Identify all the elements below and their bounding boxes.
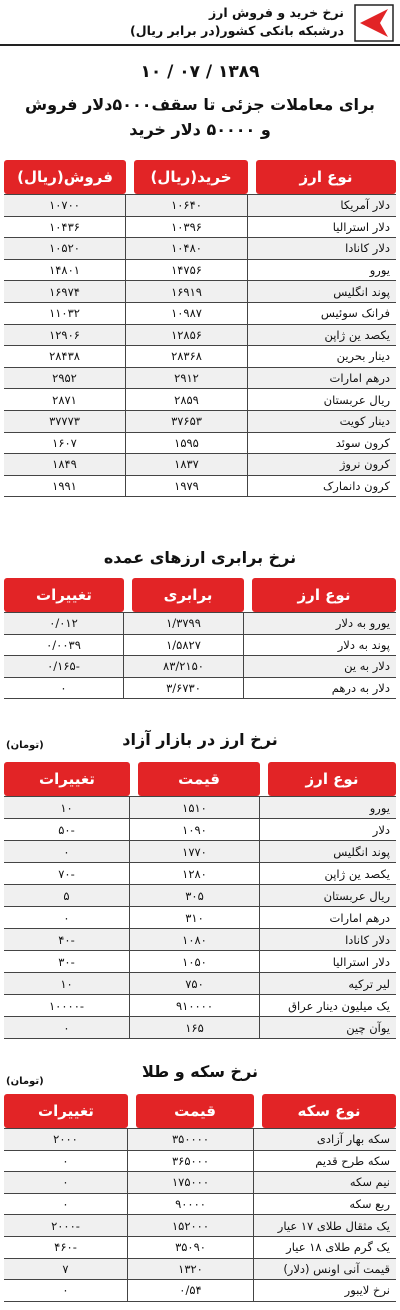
cell-value: ۰/۵۴ bbox=[128, 1280, 254, 1301]
cell-value-2: ۱۱۰۳۲ bbox=[4, 303, 126, 324]
cell-name: دینار بحرین bbox=[336, 349, 390, 364]
table-row bbox=[4, 1151, 396, 1173]
header-cell-currency: نوع ارز bbox=[252, 578, 396, 612]
cell-name: کرون سوئد bbox=[335, 435, 390, 450]
cell-value: ۱۷۵۰۰۰ bbox=[128, 1172, 254, 1193]
header-cell-coin: نوع سکه bbox=[262, 1094, 396, 1128]
cell-name: دلار bbox=[372, 822, 390, 837]
cell-value-2: ۰ bbox=[4, 1017, 130, 1038]
table-row bbox=[4, 1259, 396, 1281]
cell-value: ۱۰۴۸۰ bbox=[126, 238, 248, 259]
cell-value: ۹۰۰۰۰ bbox=[128, 1194, 254, 1215]
cell-name: نرخ لایبور bbox=[344, 1283, 390, 1298]
table-header bbox=[4, 160, 396, 194]
header-title-line1: نرخ خرید و فروش ارز bbox=[208, 5, 344, 20]
table-row bbox=[4, 907, 396, 929]
cell-value: ۲۹۱۲ bbox=[126, 368, 248, 389]
cell-value-2: -۴۰ bbox=[4, 929, 130, 950]
cell-value-2: ۱۹۹۱ bbox=[4, 476, 126, 497]
cell-value: ۱۰۳۹۶ bbox=[126, 217, 248, 238]
table-row bbox=[4, 1280, 396, 1302]
cell-value: ۳/۶۷۳۰ bbox=[124, 678, 244, 699]
cell-value-2: ۲۸۷۱ bbox=[4, 389, 126, 410]
parity-title: نرخ برابری ارزهای عمده bbox=[103, 548, 297, 567]
cell-name: یکصد ین ژاپن bbox=[324, 327, 390, 342]
table-row bbox=[4, 995, 396, 1017]
header-cell-change: تغییرات bbox=[4, 762, 130, 796]
table-row bbox=[4, 195, 396, 217]
coin-gold-unit: (تومان) bbox=[6, 1076, 44, 1087]
table-row bbox=[4, 238, 396, 260]
table-header bbox=[4, 578, 396, 612]
cell-value: ۸۳/۲۱۵۰ bbox=[124, 656, 244, 677]
table-row bbox=[4, 1129, 396, 1151]
cell-name: فرانک سوئیس bbox=[320, 306, 390, 321]
cell-name: دلار استرالیا bbox=[332, 219, 390, 234]
cell-value-2: ۱۰۴۳۶ bbox=[4, 217, 126, 238]
cell-name: ربع سکه bbox=[349, 1197, 390, 1212]
cell-value: ۱۸۳۷ bbox=[126, 454, 248, 475]
cell-value-2: ۲۰۰۰ bbox=[4, 1129, 128, 1150]
table-row bbox=[4, 973, 396, 995]
cell-value-2: ۱۰ bbox=[4, 973, 130, 994]
header-cell-change: تغییرات bbox=[4, 578, 124, 612]
cell-value: ۱۵۲۰۰۰ bbox=[128, 1215, 254, 1236]
cell-value-2: ۰ bbox=[4, 1172, 128, 1193]
cell-name: لیر ترکیه bbox=[348, 976, 390, 991]
cell-name: دینار کویت bbox=[339, 414, 390, 429]
table-row bbox=[4, 1017, 396, 1039]
headline bbox=[10, 92, 390, 142]
cell-value: ۱۹۷۹ bbox=[126, 476, 248, 497]
cell-name: یورو bbox=[369, 800, 390, 815]
cell-name: ریال عربستان bbox=[323, 392, 390, 407]
cell-value-2: ۰ bbox=[4, 841, 130, 862]
cell-value-2: ۲۸۴۳۸ bbox=[4, 346, 126, 367]
cell-name: کرون نروژ bbox=[339, 457, 390, 472]
cell-name: درهم امارات bbox=[329, 371, 390, 386]
cell-value: ۱۳۲۰ bbox=[128, 1259, 254, 1280]
table-row bbox=[4, 368, 396, 390]
header-cell-currency: نوع ارز bbox=[256, 160, 396, 194]
table-header bbox=[4, 762, 396, 796]
cell-name: یورو به دلار bbox=[335, 616, 390, 631]
cell-value-2: -۳۰ bbox=[4, 951, 130, 972]
cell-value-2: ۷ bbox=[4, 1259, 128, 1280]
cell-value: ۱۴۷۵۶ bbox=[126, 260, 248, 281]
parity-table bbox=[4, 578, 396, 699]
table-row bbox=[4, 635, 396, 657]
cell-value-2: ۱۸۴۹ bbox=[4, 454, 126, 475]
cell-value-2: ۰ bbox=[4, 678, 124, 699]
table-body bbox=[4, 796, 396, 1039]
cell-name: سکه طرح قدیم bbox=[315, 1153, 390, 1168]
cell-value-2: -۷۰ bbox=[4, 863, 130, 884]
table-row bbox=[4, 951, 396, 973]
cell-value-2: ۱۲۹۰۶ bbox=[4, 325, 126, 346]
cell-name: درهم امارات bbox=[329, 910, 390, 925]
cell-name: یک مثقال طلای ۱۷ عیار bbox=[277, 1218, 390, 1233]
table-row bbox=[4, 346, 396, 368]
cell-value: ۱۲۸۰ bbox=[130, 863, 260, 884]
free-market-table bbox=[4, 762, 396, 1039]
table-row bbox=[4, 819, 396, 841]
cell-value: ۳۱۰ bbox=[130, 907, 260, 928]
cell-value-2: ۲۹۵۲ bbox=[4, 368, 126, 389]
cell-value-2: ۱۰ bbox=[4, 797, 130, 818]
cell-value-2: -۴۶۰ bbox=[4, 1237, 128, 1258]
table-row bbox=[4, 929, 396, 951]
table-row bbox=[4, 1172, 396, 1194]
cell-value: ۱/۳۷۹۹ bbox=[124, 613, 244, 634]
header-cell-price: قیمت bbox=[138, 762, 260, 796]
table-row bbox=[4, 1194, 396, 1216]
cell-name: یک گرم طلای ۱۸ عیار bbox=[286, 1240, 390, 1255]
cell-value: ۱۵۱۰ bbox=[130, 797, 260, 818]
table-row bbox=[4, 411, 396, 433]
table-row bbox=[4, 217, 396, 239]
table-header bbox=[4, 1094, 396, 1128]
coin-gold-title: نرخ سکه و طلا bbox=[141, 1062, 259, 1081]
cell-value-2: ۰/۰۱۲ bbox=[4, 613, 124, 634]
table-row bbox=[4, 613, 396, 635]
table-row bbox=[4, 281, 396, 303]
table-row bbox=[4, 885, 396, 907]
cell-name: یک میلیون دینار عراق bbox=[288, 998, 390, 1013]
cell-value-2: -۵۰ bbox=[4, 819, 130, 840]
header-bar bbox=[0, 0, 400, 46]
cell-name: کرون دانمارک bbox=[323, 479, 390, 494]
cell-name: پوند به دلار bbox=[337, 637, 390, 652]
free-market-title: نرخ ارز در بازار آزاد bbox=[122, 730, 278, 749]
cell-value-2: ۰ bbox=[4, 1194, 128, 1215]
cell-name: دلار به درهم bbox=[331, 680, 390, 695]
cell-value: ۱۰۶۴۰ bbox=[126, 195, 248, 216]
table-row bbox=[4, 678, 396, 700]
cell-value-2: ۵ bbox=[4, 885, 130, 906]
cell-value-2: ۱۰۷۰۰ bbox=[4, 195, 126, 216]
cell-value-2: -۱۰۰۰۰ bbox=[4, 995, 130, 1016]
cell-name: دلار استرالیا bbox=[332, 954, 390, 969]
header-cell-price: قیمت bbox=[136, 1094, 254, 1128]
cell-value-2: ۱۶۰۷ bbox=[4, 433, 126, 454]
cell-name: قیمت آنی اونس (دلار) bbox=[283, 1261, 390, 1276]
cell-name: دلار به ین bbox=[344, 659, 390, 674]
cell-value: ۳۵۰۰۰۰ bbox=[128, 1129, 254, 1150]
cell-value: ۱۰۹۰ bbox=[130, 819, 260, 840]
cell-value: ۲۸۵۹ bbox=[126, 389, 248, 410]
header-cell-currency: نوع ارز bbox=[268, 762, 396, 796]
cell-value: ۱۷۷۰ bbox=[130, 841, 260, 862]
cell-value-2: -۰/۱۶۵ bbox=[4, 656, 124, 677]
cell-value-2: ۳۷۷۷۳ bbox=[4, 411, 126, 432]
cell-name: نیم سکه bbox=[349, 1175, 390, 1190]
cell-name: یوآن چین bbox=[346, 1020, 390, 1035]
cell-value: ۱۶۵ bbox=[130, 1017, 260, 1038]
cell-value: ۳۶۵۰۰۰ bbox=[128, 1151, 254, 1172]
cell-value-2: -۲۰۰۰ bbox=[4, 1215, 128, 1236]
coin-gold-table bbox=[4, 1094, 396, 1302]
cell-name: پوند انگلیس bbox=[333, 844, 390, 859]
cell-value: ۱۰۹۸۷ bbox=[126, 303, 248, 324]
cell-name: دلار آمریکا bbox=[340, 198, 390, 213]
cell-value: ۳۷۶۵۳ bbox=[126, 411, 248, 432]
table-row bbox=[4, 841, 396, 863]
table-row bbox=[4, 303, 396, 325]
cell-value: ۷۵۰ bbox=[130, 973, 260, 994]
table-body bbox=[4, 612, 396, 699]
table-row bbox=[4, 325, 396, 347]
header-cell-sell: فروش(ریال) bbox=[4, 160, 126, 194]
cell-value-2: ۱۰۵۲۰ bbox=[4, 238, 126, 259]
cell-value: ۱۰۸۰ bbox=[130, 929, 260, 950]
cell-value-2: ۰ bbox=[4, 907, 130, 928]
table-row bbox=[4, 1237, 396, 1259]
cell-value: ۲۸۳۶۸ bbox=[126, 346, 248, 367]
cell-value: ۹۱۰۰۰۰ bbox=[130, 995, 260, 1016]
table-row bbox=[4, 1215, 396, 1237]
cell-name: ریال عربستان bbox=[323, 888, 390, 903]
cell-value: ۱/۵۸۲۷ bbox=[124, 635, 244, 656]
table-row bbox=[4, 476, 396, 498]
cell-value: ۱۵۹۵ bbox=[126, 433, 248, 454]
table-row bbox=[4, 656, 396, 678]
table-row bbox=[4, 260, 396, 282]
cell-name: دلار کانادا bbox=[345, 241, 390, 256]
cell-value: ۱۰۵۰ bbox=[130, 951, 260, 972]
cell-value-2: ۰ bbox=[4, 1151, 128, 1172]
cell-value-2: ۱۴۸۰۱ bbox=[4, 260, 126, 281]
header-title-line2: درشبکه بانکی کشور(در برابر ریال) bbox=[130, 23, 344, 38]
bank-rates-table bbox=[4, 160, 396, 497]
cell-value: ۳۰۵ bbox=[130, 885, 260, 906]
cell-name: یکصد ین ژاپن bbox=[324, 866, 390, 881]
cell-value-2: ۱۶۹۷۴ bbox=[4, 281, 126, 302]
headline-line1: برای معاملات جزئی تا سقف۵۰۰۰دلار فروش bbox=[25, 95, 375, 114]
header-title bbox=[130, 4, 344, 40]
cell-name: پوند انگلیس bbox=[333, 284, 390, 299]
table-row bbox=[4, 389, 396, 411]
header-cell-parity: برابری bbox=[132, 578, 244, 612]
cell-name: سکه بهار آزادی bbox=[316, 1132, 390, 1147]
table-row bbox=[4, 797, 396, 819]
cell-value: ۳۵۰۹۰ bbox=[128, 1237, 254, 1258]
table-row bbox=[4, 863, 396, 885]
red-arrow-logo-icon bbox=[354, 4, 394, 42]
date: ۱۰ / ۰۷ / ۱۳۸۹ bbox=[140, 62, 260, 82]
free-market-unit: (تومان) bbox=[6, 740, 44, 751]
table-row bbox=[4, 433, 396, 455]
cell-value: ۱۲۸۵۶ bbox=[126, 325, 248, 346]
cell-value: ۱۶۹۱۹ bbox=[126, 281, 248, 302]
cell-name: یورو bbox=[369, 263, 390, 278]
header-cell-change: تغییرات bbox=[4, 1094, 128, 1128]
table-row bbox=[4, 454, 396, 476]
table-body bbox=[4, 1128, 396, 1302]
cell-value-2: ۰ bbox=[4, 1280, 128, 1301]
header-cell-buy: خرید(ریال) bbox=[134, 160, 248, 194]
headline-line2: و ۵۰۰۰۰ دلار خرید bbox=[129, 120, 271, 139]
cell-name: دلار کانادا bbox=[345, 932, 390, 947]
table-body bbox=[4, 194, 396, 497]
cell-value-2: ۰/۰۰۳۹ bbox=[4, 635, 124, 656]
